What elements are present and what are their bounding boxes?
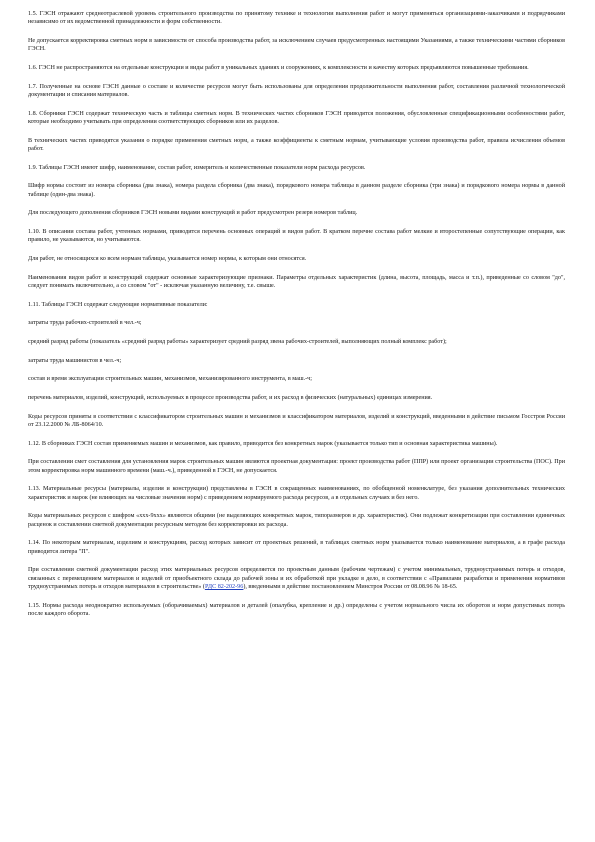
paragraph-p-machines: состав и время эксплуатации строительных машин, механизмов, механизированного инструмента, в маш.-ч; [28,376,312,383]
paragraph-p1-11: 1.11. Таблицы ГЭСН содержат следующие нормативные показатели: [28,301,208,308]
document-page [28,10,565,629]
paragraph-p1-8: 1.8. Сборники ГЭСН содержат техническую часть и таблицы сметных норм. В технических частях сборников ГЭСН приводятся положения, обусловленные спецификационными особенностями работ, которые необходимо учитывать при определении соответствующих сборников или их разделов. [28,110,565,125]
paragraph-text-after-link: ), введенными в действие постановлением Минстроя России от 08.08.96 № 18-65. [243,583,458,590]
paragraph-p1-12: 1.12. В сборниках ГЭСН состав применяемых машин и механизмов, как правило, приводится без конкретных марок (указывается только тип и основная характеристика машины). [28,440,498,447]
paragraph-losses-rds [28,566,565,591]
paragraph-p-material-codes: Коды материальных ресурсов с шифром «ххх-9ххх» являются общими (не выделяющих конкретных марок, типоразмеров и др. характеристик). Они подлежат конкретизации при составлении единичных расценок и составлении сметной документации ресурсным методом без корректировки их расхода. [28,513,565,528]
paragraph-p-unit: Для работ, не относящихся ко всем нормам таблицы, указывается номер нормы, к которым они относятся. [28,255,307,262]
paragraph-p1-10: 1.10. В описании состава работ, учтенных нормами, приводится перечень основных операций и видов работ. В кратком перечне состава работ мелкие и второстепенные сопутствующие операции, как правило, не указываются, но учитываются. [28,228,565,244]
paragraph-p1-14: 1.14. По некоторым материалам, изделиям и конструкциям, расход которых зависит от проектных решений, в таблицах сметных норм указывается только наименование материалов, а в графе расхода приводится литера "П". [28,540,565,555]
paragraph-p1-7: 1.7. Полученные на основе ГЭСН данные о составе и количестве ресурсов могут быть использованы для определения продолжительности выполнения работ, составления различной технологической документации и списания материалов. [28,83,565,98]
paragraph-p1-9: 1.9. Таблицы ГЭСН имеют шифр, наименование, состав работ, измеритель и количественные показатели норм расхода ресурсов. [28,164,366,171]
paragraph-p-rank: средний разряд работы (показатель «средний разряд работы» характеризует средний разряд звена рабочих-строителей, выполняющих полный комплекс работ); [28,339,447,345]
paragraph-p1-13: 1.13. Материальные ресурсы (материалы, изделия и конструкции) представлены в ГЭСН в сокращенных наименованиях, по обобщенной номенклатуре, без указания дополнительных технических характеристик и марок (не влияющих на числовые значения норм) с приведением нормируемого расхода ресурсов, а в отдельных случаях и без него. [28,486,565,501]
paragraph-p-materials: перечень материалов, изделий, конструкций, используемых в процессе производства работ, и их расход в физических (натуральных) единицах измерения. [28,395,433,402]
paragraph-p1-5: 1.5. ГЭСН отражают среднеотраслевой уровень строительного производства по принятому технике и технологии выполнения работ и могут применяться организациями-заказчиками и подрядчиками независимо от их ведомственной принадлежности и форм собственности. [28,11,565,26]
paragraph-p1-15: 1.15. Нормы расхода неоднократно используемых (оборачиваемых) материалов и деталей (опалубка, крепление и др.) определены с учетом нормального числа их оборотов и норм допустимых потерь после каждого оборота. [28,602,565,617]
rds-82-202-96-link[interactable]: РДС 82-202-96 [204,583,244,590]
paragraph-p-estimates: При составлении смет составления для установления марок строительных машин являются проектная документация: проект производства работ (ППР) или проект организации строительства (ПОС). При этом корректировка норм машинного времени (маш.-ч.), приведенной в ГЭСН, не допускается. [28,459,565,474]
paragraph-p-no-correct: Не допускается корректировка сметных норм в зависимости от способа производства работ, за исключением случаев предусмотренных настоящими Указаниями, а также техническими частями сборников ГЭСН. [28,37,565,53]
paragraph-p-labor: затраты труда рабочих-строителей в чел.-ч; [28,320,142,327]
paragraph-p-machinists: затраты труда машинистов в чел.-ч; [28,357,122,364]
paragraph-p-tech-parts: В технических частях приводятся указания о порядке применения сметных норм, а также коэффициенты к сметным нормам, учитывающие условия производства работ, правила исчисления объемов работ. [28,137,565,152]
paragraph-p-codes: Коды ресурсов приняты в соответствии с классификатором строительных машин и механизмов и классификатором материалов, изделий и конструкций, введенными в действие письмом Госстроя России от 23.12.2000 № ЛБ-8064/10. [28,413,565,429]
paragraph-p1-6: 1.6. ГЭСН не распространяются на отдельные конструкции и виды работ в уникальных зданиях и сооружениях, к комплексности и качеству которых предъявляются повышенные требования. [28,64,529,71]
paragraph-p-reserve: Для последующего дополнения сборников ГЭСН новыми видами конструкций и работ предусмотрен резерв номеров таблиц. [28,210,358,217]
paragraph-p-cipher: Шифр нормы состоит из номера сборника (два знака), номера раздела сборника (два знака), порядкового номера таблицы в данном разделе сборника (три знака) и порядкового номера нормы в данной таблице (один-два знака). [28,183,565,198]
paragraph-p-names: Наименования видов работ и конструкций содержат основные характеризующие признаки. Параметры отдельных характеристик (длина, высота, площадь, масса и т.п.), приведенные со словом "до", следует понимать включительно, а со словом "от" - исключая указанную величину, т.е. свыше. [28,274,565,289]
paragraph-text-before-link: При составлении сметной документации расход этих материальных ресурсов определяется по проектным данным (рабочим чертежам) с учетом минимальных, трудноустранимых потерь и отходов, связанных с перемещением материалов и изделий от приобъектного склада до рабочей зоны и их обработкой при укладке в дело, в соответствии с «Правилами разработки и применения нормативов трудноустранимых потерь и отходов материалов в строительстве» ( [28,567,565,590]
